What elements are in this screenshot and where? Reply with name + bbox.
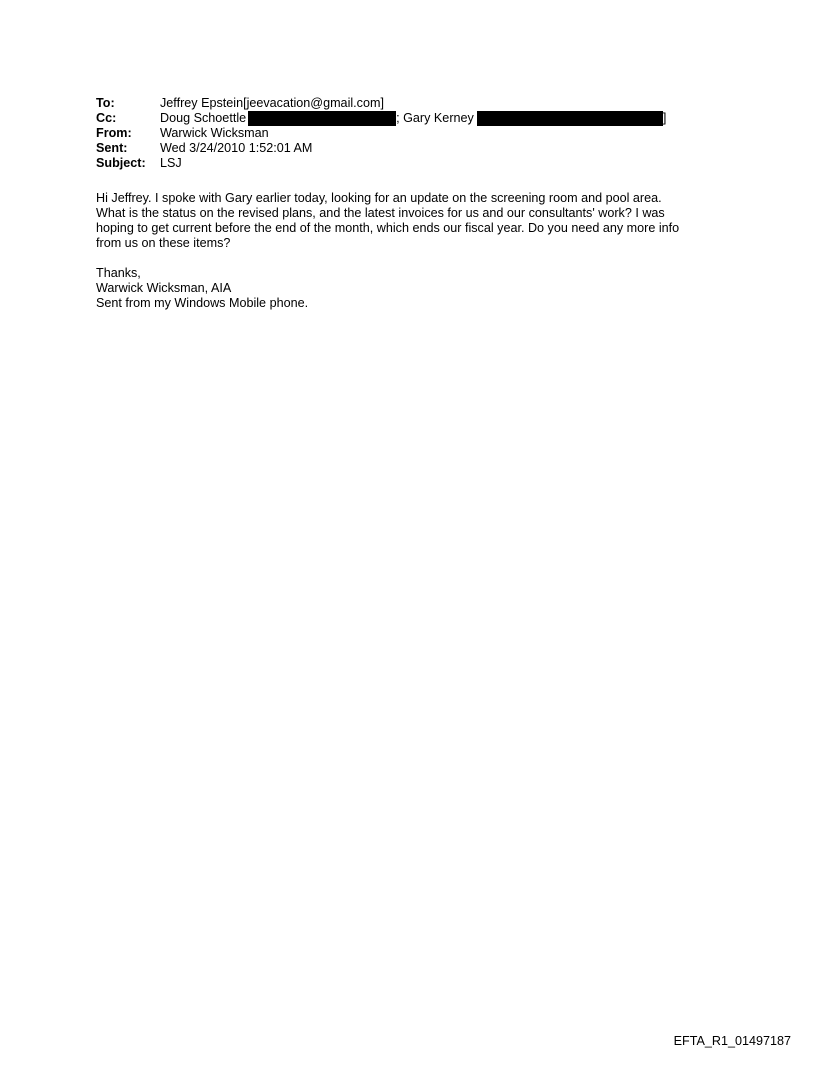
cc-name-1: Doug Schoettle [160, 111, 247, 125]
to-label: To: [96, 96, 115, 110]
subject-row [96, 156, 666, 171]
cc-label: Cc: [96, 111, 117, 125]
body-line: hoping to get current before the end of the month, which ends our fiscal year. Do you need any more info [96, 221, 680, 235]
from-label: From: [96, 126, 132, 140]
body-line: Hi Jeffrey. I spoke with Gary earlier today, looking for an update on the screening room and pool area. [96, 191, 662, 205]
sent-label: Sent: [96, 141, 128, 155]
to-value: Jeffrey Epstein[jeevacation@gmail.com] [160, 96, 384, 110]
subject-label: Subject: [96, 156, 146, 170]
email-body [96, 191, 736, 251]
to-row [96, 96, 666, 111]
body-line: What is the status on the revised plans, and the latest invoices for us and our consultants' work? I was [96, 206, 665, 220]
sent-value: Wed 3/24/2010 1:52:01 AM [160, 141, 313, 155]
document-id: EFTA_R1_01497187 [673, 1034, 791, 1048]
sent-row [96, 141, 666, 156]
signoff-line: Sent from my Windows Mobile phone. [96, 296, 309, 310]
cc-tail: ] [662, 111, 667, 125]
signoff-line: Thanks, [96, 266, 141, 280]
subject-value: LSJ [160, 156, 182, 170]
signoff-line: Warwick Wicksman, AIA [96, 281, 232, 295]
email-header [96, 96, 666, 171]
cc-row [96, 111, 666, 126]
from-row [96, 126, 666, 141]
body-line: from us on these items? [96, 236, 231, 250]
cc-separator: ; Gary Kerney [396, 111, 474, 125]
redaction-block [248, 111, 396, 126]
redaction-block [477, 111, 663, 126]
email-signoff [96, 266, 308, 311]
from-value: Warwick Wicksman [160, 126, 269, 140]
